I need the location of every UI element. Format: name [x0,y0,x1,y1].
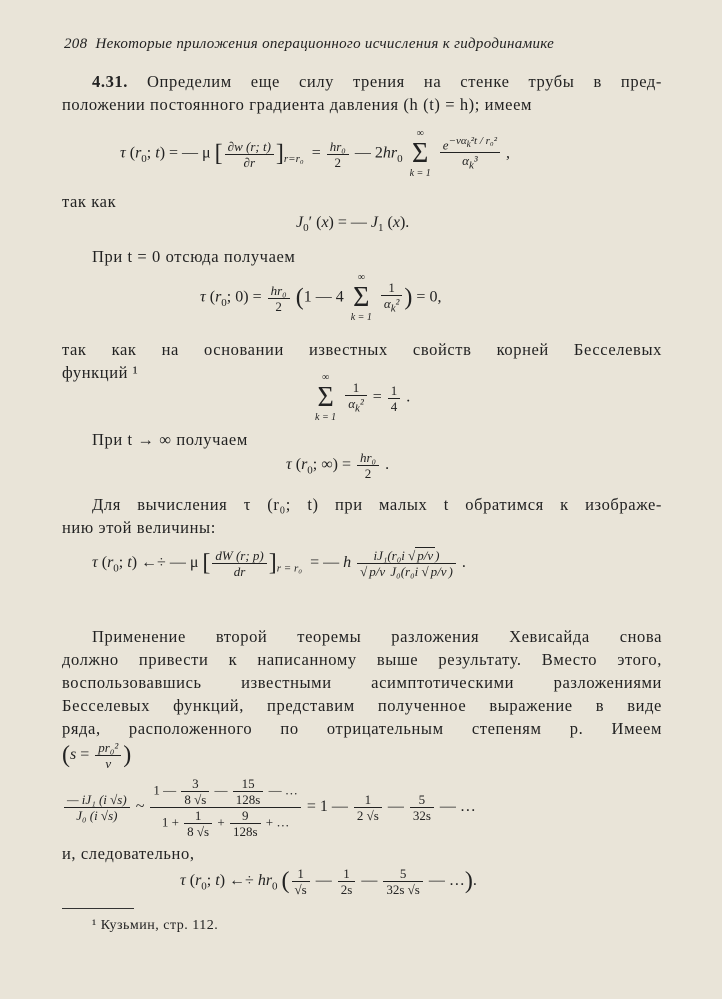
footnote-rule [62,908,134,909]
page-number: 208 [64,36,88,52]
running-title: Некоторые приложения операционного исчисления к гидродинамике [95,36,555,52]
paragraph-1-line-2: положении постоянного градиента давления (h (t) = h); имеем [62,95,533,114]
paragraph-4-line-1: так как на основании известных свойств корней Бесселевых [62,340,662,359]
paragraph-4-line-2: функций ¹ [62,363,139,382]
equation-6: τ ($r_0$; t) ←÷ — μ [ $\frac{dW (r; p)}{dr}$ ]$_{r = r_0}$ = — h $\frac{\text{iJ₁(r₀i √ p/ν )}}{\text{√ p/ν J₀(r₀i √ p/ν )}}$ . [92,548,466,579]
equation-9: τ ($r_0$; t) ←÷ $hr_0$ ( $\frac{1}{√s}$ — $\frac{1}{2s}$ — $\frac{5}{32s √s}$ — …). [180,866,477,897]
paragraph-6-line-1: Для вычисления τ (r₀; t) при малых t обратимся к изображе- [92,495,662,514]
section-number: 4.31. [92,72,128,91]
paragraph-7-line-3: воспользовавшись известными асимптотическими разложениями [62,673,662,692]
paragraph-5: При t → ∞ получаем [92,430,248,449]
paragraph-7-line-1: Применение второй теоремы разложения Хевисайда снова [92,627,662,646]
paragraph-6-line-2: нию этой величины: [62,518,216,537]
paragraph-7-line-5: ряда, расположенного по отрицательным степеням p. Имеем [62,719,662,738]
equation-2: $J_0'$ (x) = — $J_1$ (x). [296,214,410,235]
paragraph-8: и, следовательно, [62,844,195,863]
paragraph-2: так как [62,192,117,211]
paragraph-7-line-2: должно привести к написанному выше результату. Вместо этого, [62,650,662,669]
paragraph-1-line-1: 4.31. Определим еще силу трения на стенке трубы в пред- [92,72,662,91]
equation-8: $\frac{\text{— iJ₁ (i √s)}}{\text{J₀ (i √s)}}$ ~ 1 — $\frac{3}{8 √s}$ — $\frac{15}{128s}$ — … 1 + $\frac{1}{8 √s}$ + $\frac{9}{128s}$ + … = 1 — $\frac{1}{2 √s}$ — $\frac{5}{32s}$ — … [62,776,476,839]
paragraph-7-line-4: Бесселевых функций, представим полученное выражение в виде [62,696,662,715]
running-header [64,36,664,53]
equation-3: τ ($r_0$; 0) = $\frac{\text{hr₀}}{2}$ (1 — 4 ∞ Σ k = 1 $\frac{1}{\alpha_k^2}$ ) = 0, [200,272,442,323]
equation-4: ∞ Σ k = 1 $\frac{1}{\alpha_k^2}$ = $\frac{1}{4}$ . [315,372,411,423]
equation-5: τ ($r_0$; ∞) = $\frac{\text{hr₀}}{2}$ . [286,450,390,481]
equation-1: τ ($r_0$; t) = — μ [ $\frac{\partial w (r; t)}{\partial r}$ ]$_{r=r_0}$ = $\frac{\text{hr₀}}{2}$ — $2hr_0$ ∞ Σ k = 1 $\frac{e^{-\nu\alpha_k^2t / r_0^2}}{\alpha_k^3}$ , [120,128,511,179]
equation-7: (s = $\frac{\text{pr₀²}}{\nu}$ ) [62,740,132,771]
footnote: ¹ Кузьмин, стр. 112. [92,918,219,933]
paragraph-3: При t = 0 отсюда получаем [92,247,296,266]
